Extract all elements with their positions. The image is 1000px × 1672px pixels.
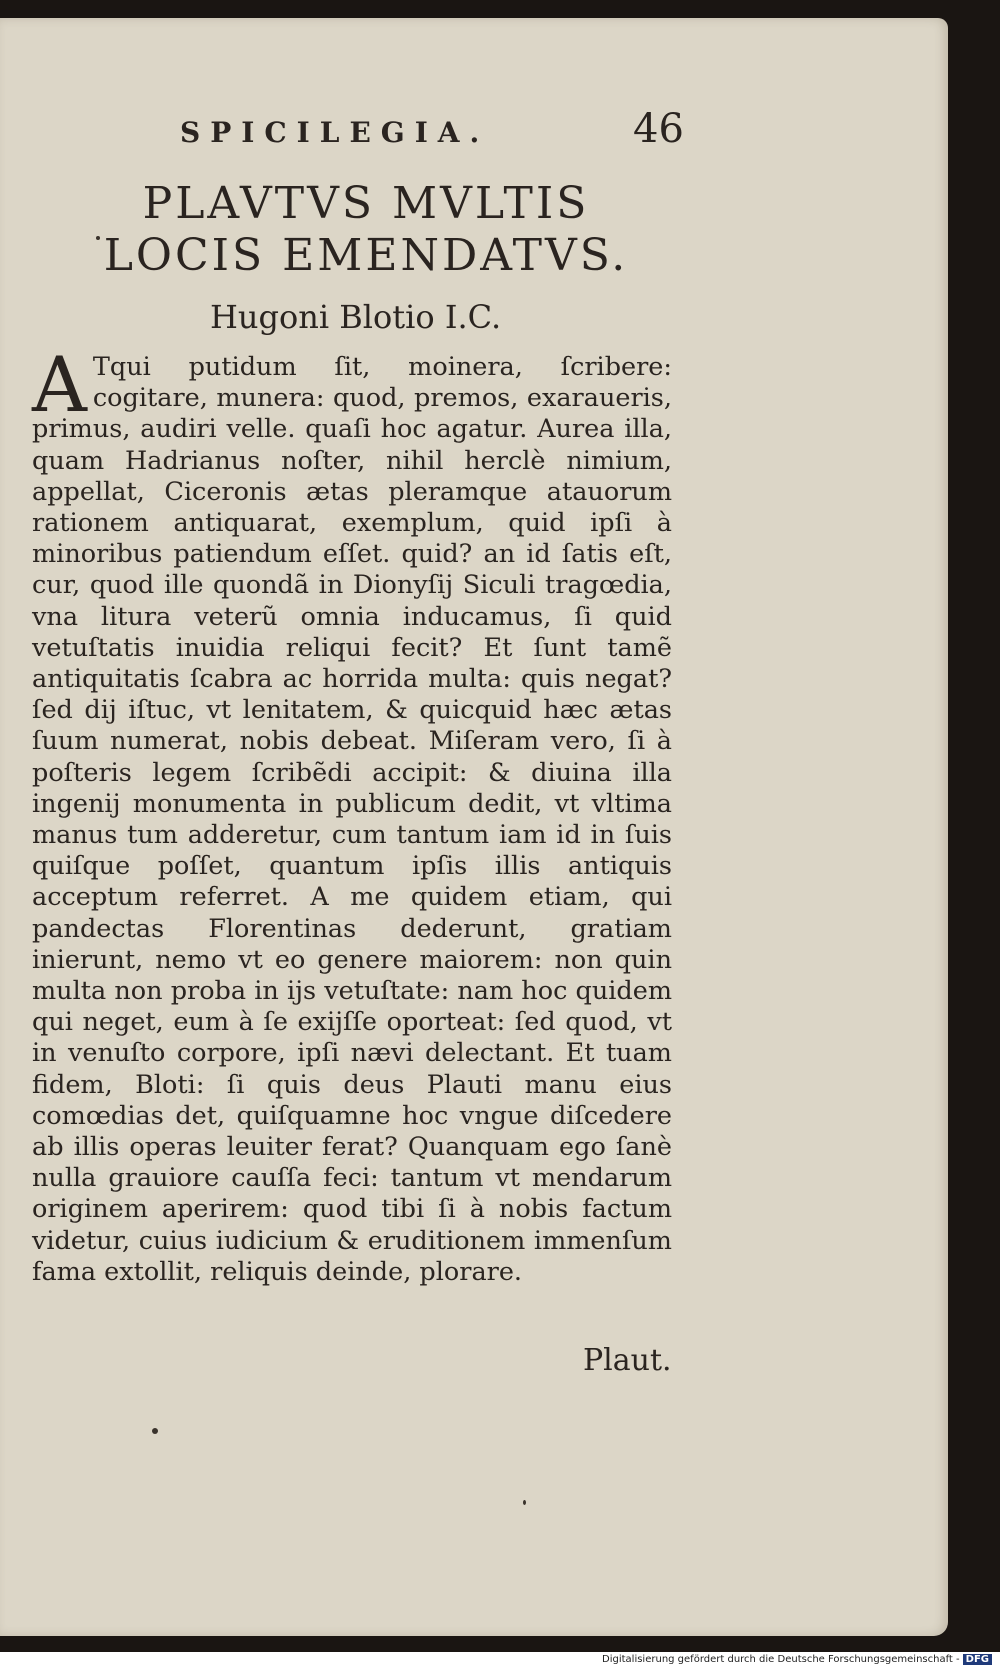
body-paragraph (32, 340, 672, 1288)
dfg-logo: DFG (963, 1654, 992, 1665)
chapter-title: PLAVTVS MVLTIS LOCIS EMENDATVS. (103, 178, 629, 281)
body-text: Tqui putidum ſit, moinera, ſcribere: cogitare, munera: quod, premos, exaraueris, primus, audiri velle. quaſi hoc agatur. Aurea illa, quam Hadrianus noſter, nihil herclè nimium, appellat, Ciceronis ætas pleramque atauorum rationem antiquarat, exemplum, quid ipſi à minoribus patiendum eſſet. quid? an id ſatis eſt, cur, quod ille quondã in Dionyſij Siculi tragœdia, vna litura veterũ omnia inducamus, ſi quid vetuſtatis inuidia reliqui fecit? Et ſunt tamẽ antiquitatis ſcabra ac horrida multa: quis negat? ſed dij iſtuc, vt lenitatem, & quicquid hæc ætas ſuum numerat, nobis debeat. Miſeram vero, ſi à poſteris legem ſcribẽdi accipit: & diuina illa ingenij monumenta in publicum dedit, vt vltima manus tum adderetur, cum tantum iam id in ſuis quiſque poſſet, quantum ipſis illis antiquis acceptum referret. A me quidem etiam, qui pandectas Florentinas dederunt, gratiam inierunt, nemo vt eo genere maiorem: non quin multa non proba in ijs vetuſtate: nam hoc quidem qui neget, eum à ſe exijſſe oporteat: ſed quod, vt in venuſto corpore, ipſi nævi delectant. Et tuam fidem, Bloti: ſi quis deus Plauti manu eius comœdias det, quiſquamne hoc vngue diſcedere ab illis operas leuiter ferat? Quanquam ego ſanè nulla grauiore cauſſa feci: tantum vt mendarum originem aperirem: quod tibi ſi à nobis factum videtur, cuius iudicium & eruditionem immenſum fama extollit, reliquis deinde, plorare. (32, 352, 672, 1287)
page-number: 46 (633, 106, 684, 152)
ink-speck (152, 1428, 158, 1434)
ink-speck (96, 236, 100, 240)
footer-bar (0, 1652, 1000, 1672)
ink-speck (523, 1500, 526, 1505)
digitization-credit (602, 1654, 992, 1665)
catchword: Plaut. (583, 1343, 672, 1378)
book-page (0, 18, 948, 1636)
drop-cap: A (32, 340, 87, 429)
running-head: SPICILEGIA. (180, 116, 490, 149)
dedication: Hugoni Blotio I.C. (210, 298, 502, 336)
credit-text: Digitalisierung gefördert durch die Deutsche Forschungsgemeinschaft - (602, 1654, 960, 1665)
